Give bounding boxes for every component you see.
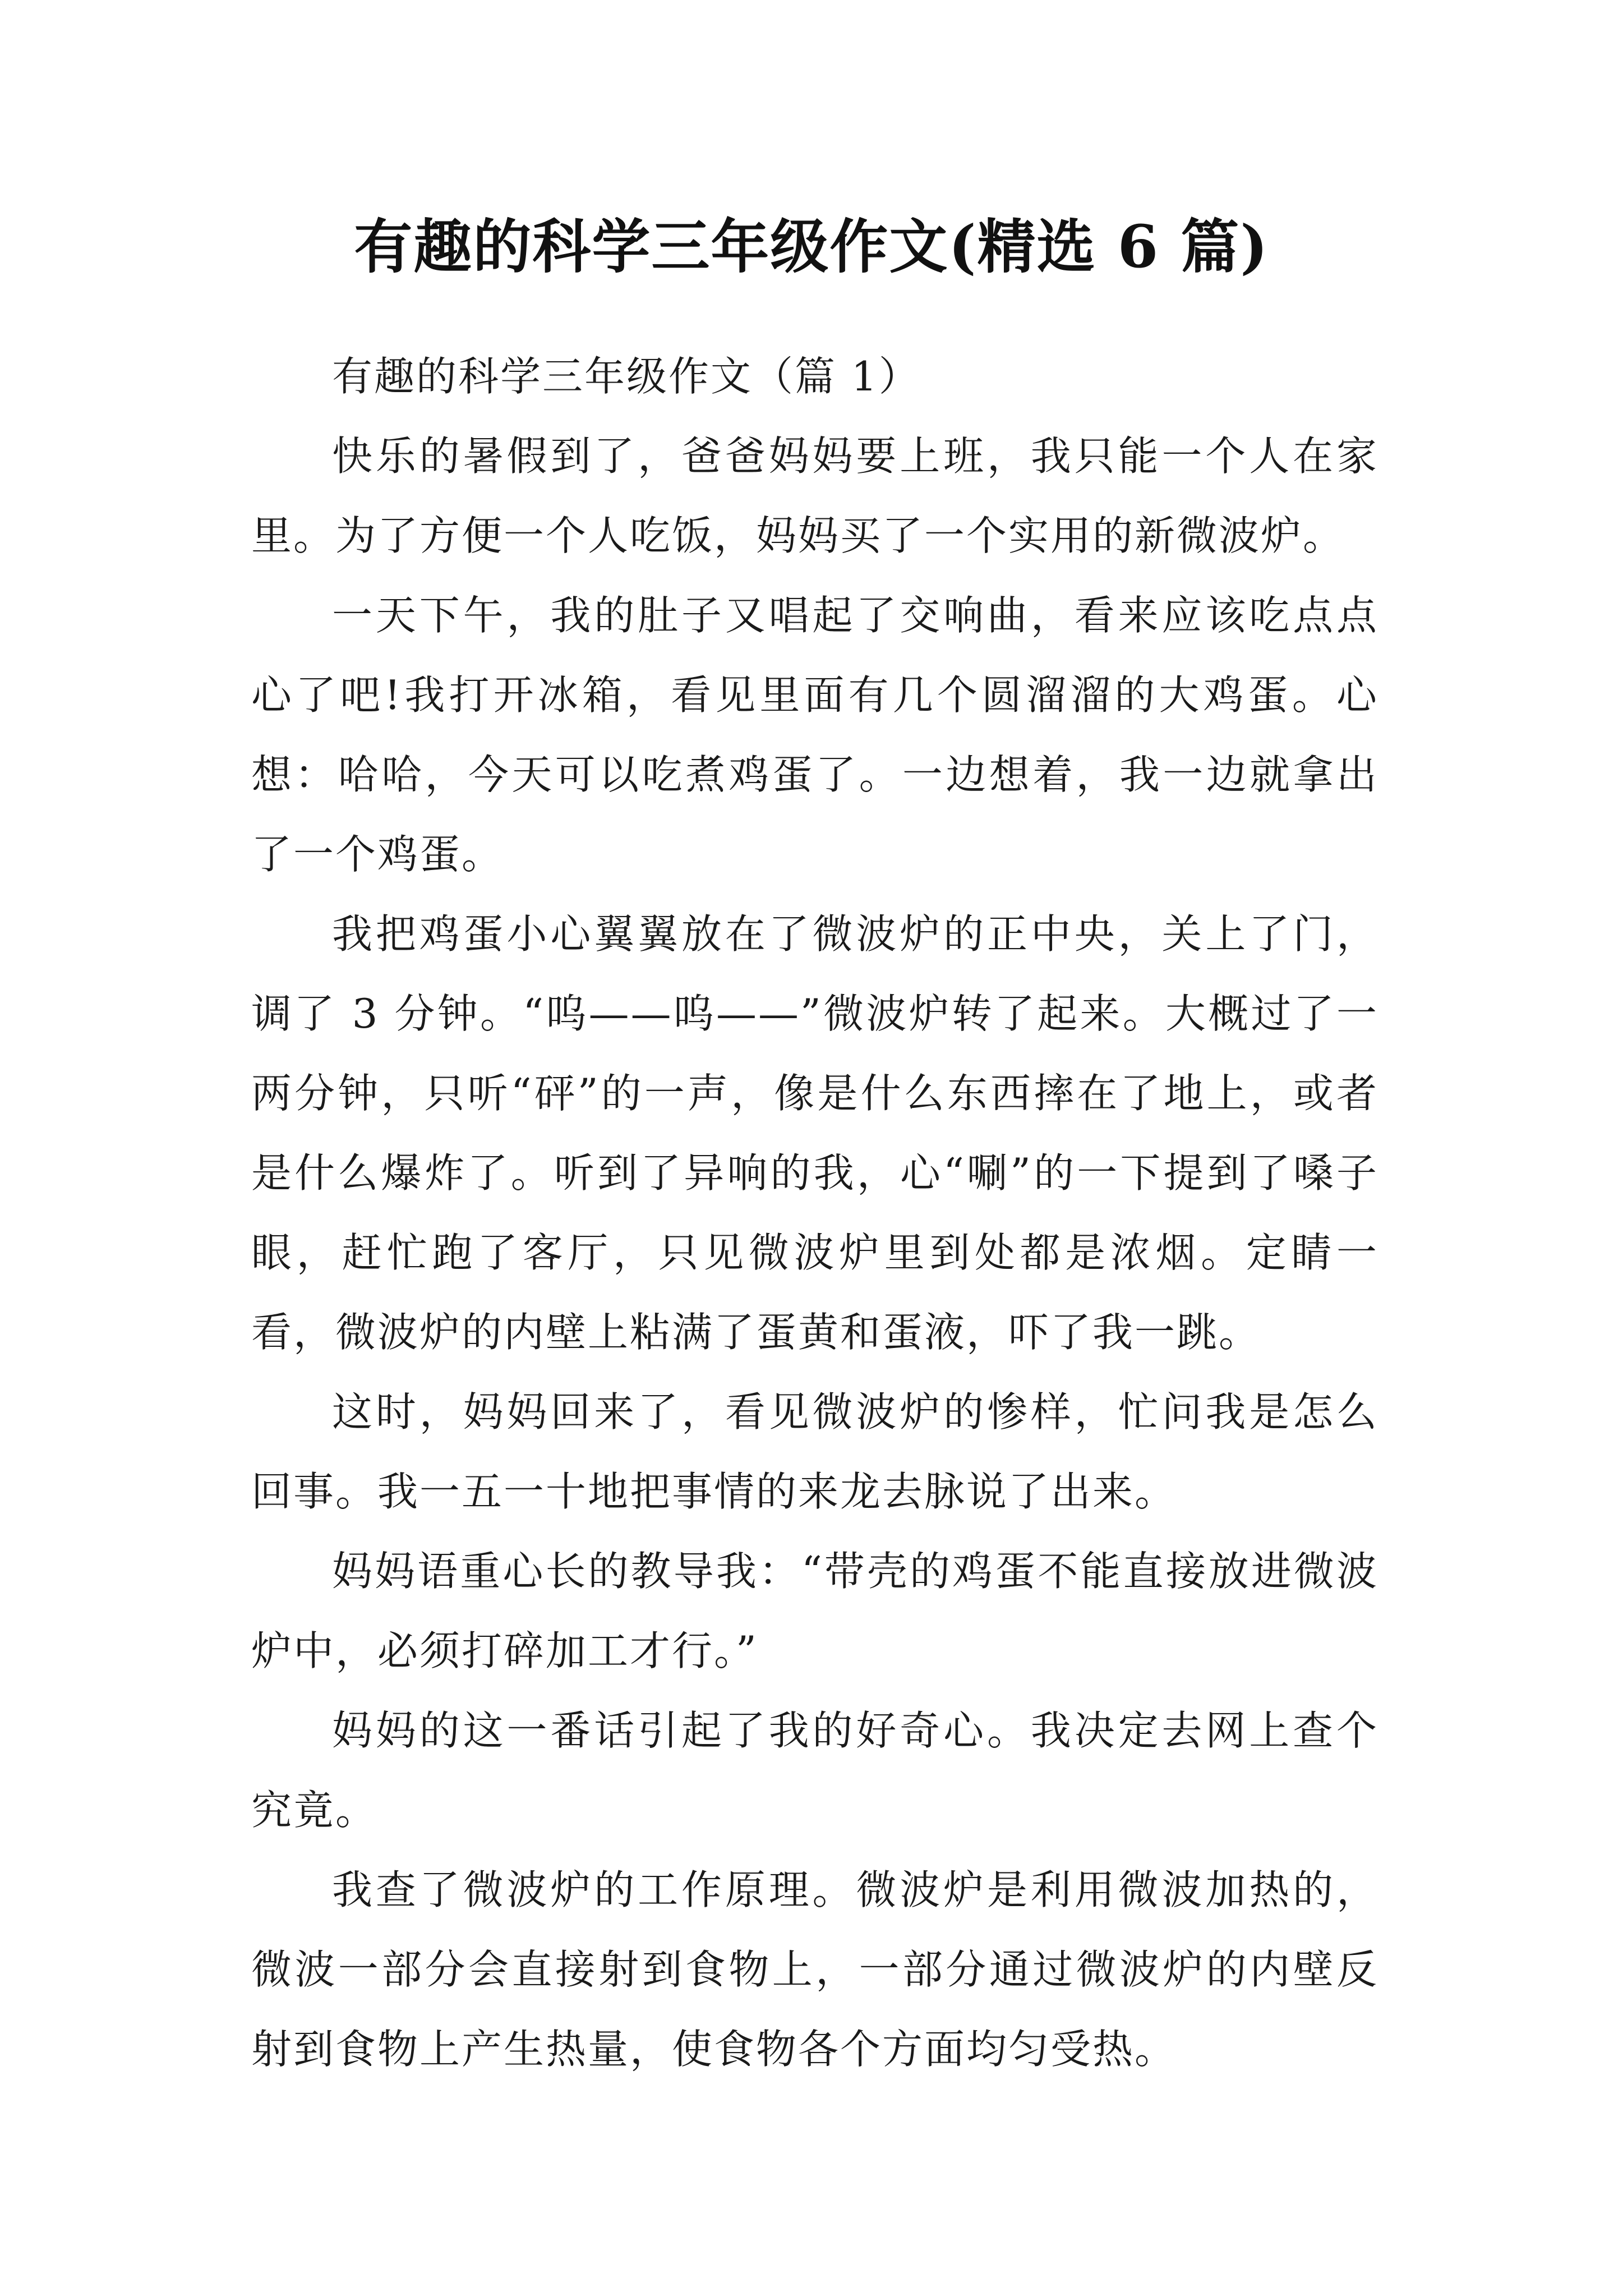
document-body bbox=[251, 337, 1378, 2089]
section-heading: 有趣的科学三年级作文（篇 1） bbox=[332, 353, 921, 400]
paragraph: 我把鸡蛋小心翼翼放在了微波炉的正中央，关上了门，调了 3 分钟。“呜——呜——”微波炉转了起来。大概过了一两分钟，只听“砰”的一声，像是什么东西摔在了地上，或者是什么爆炸了。听到了异响的我，心“唰”的一下提到了嗓子眼，赶忙跑了客厅，只见微波炉里到处都是浓烟。定睛一看，微波炉的内壁上粘满了蛋黄和蛋液，吓了我一跳。 bbox=[251, 910, 1378, 1356]
document-title: 有趣的科学三年级作文(精选 6 篇) bbox=[354, 212, 1269, 281]
paragraph: 一天下午，我的肚子又唱起了交响曲，看来应该吃点点心了吧!我打开冰箱，看见里面有几个圆溜溜的大鸡蛋。心想：哈哈，今天可以吃煮鸡蛋了。一边想着，我一边就拿出了一个鸡蛋。 bbox=[251, 592, 1378, 878]
paragraph: 快乐的暑假到了，爸爸妈妈要上班，我只能一个人在家里。为了方便一个人吃饭，妈妈买了一个实用的新微波炉。 bbox=[251, 432, 1378, 559]
paragraph: 这时，妈妈回来了，看见微波炉的惨样，忙问我是怎么回事。我一五一十地把事情的来龙去脉说了出来。 bbox=[251, 1388, 1378, 1515]
paragraph: 妈妈的这一番话引起了我的好奇心。我决定去网上查个究竟。 bbox=[251, 1707, 1378, 1834]
paragraph: 我查了微波炉的工作原理。微波炉是利用微波加热的，微波一部分会直接射到食物上，一部分通过微波炉的内壁反射到食物上产生热量，使食物各个方面均匀受热。 bbox=[251, 1866, 1378, 2073]
paragraph: 妈妈语重心长的教导我：“带壳的鸡蛋不能直接放进微波炉中，必须打碎加工才行。” bbox=[251, 1548, 1378, 1674]
